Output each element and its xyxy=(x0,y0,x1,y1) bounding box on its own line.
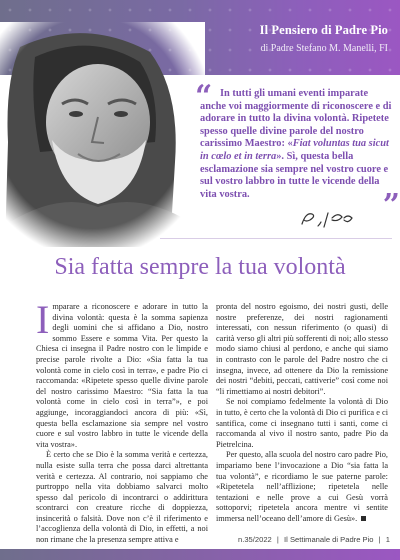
paragraph-text: mparare a riconoscere e adorare in tutto la divina volontà: questa è la somma sapienza degli uomini che si affidano a Dio, nostro sommo Essere e somma Vita. Per questo la Chiesa ci insegna il Padre nostro con le limpide e precise parole rivolte a Dio: «Sia fatta la tua volontà come in cielo così in terra», e padre Pio ci raccomanda: «Ripetete spesso quelle divine parole del nostro carissimo Maestro: “Sia fatta la tua volontà come in cielo così in terra”», e poi aggiunge, incoraggiandoci ancora di più: «Sì, questa bella esclamazione sia sempre nel vostro cuore e sul vostro labbro in tutte le vicende della vita vostra». xyxy=(36,302,208,449)
column-title: Il Pensiero di Padre Pio xyxy=(259,23,388,37)
paragraph-text: Per questo, alla scuola del nostro caro padre Pio, impariamo bene l’invocazione a Dio “sia fatta la tua volontà”, e ricordiamo le sue paterne parole: «Ripetetela nell’afflizione; ripetetela nelle tentazioni e nelle prove a cui Gesù vorrà sottoporvi; ripetetela ancora mentre vi sentite immersa nell’oceano dell’amore di Gesù». xyxy=(216,450,388,523)
quote-text-part-1: In tutti gli umani eventi imparate anche voi maggiormente di riconoscere e di adorare in tutto la divina volontà. Ripetete spesso quelle divine parole del nostro carissimo Maestro: « xyxy=(200,88,392,150)
quote-text-part-2: ». Sì, questa bella esclamazione sia sempre nel vostro cuore e sul vostro labbro in tutte le vicende della vita vostra. xyxy=(200,150,389,200)
paragraph: Se noi compiamo fedelmente la volontà di Dio in tutto, è certo che la volontà di Dio ci purifica e ci santifica, come ci insegnano tutti i santi, come ci raccomanda al vivo il nostro santo, padre Pio da Pietrelcina. xyxy=(216,397,388,449)
magazine-name: Il Settimanale di Padre Pio xyxy=(284,535,374,544)
article-column-left xyxy=(36,297,208,546)
issue-number: n.35/2022 xyxy=(238,535,272,544)
article-title: Sia fatta sempre la tua volontà xyxy=(54,254,346,280)
drop-cap: I xyxy=(36,297,50,342)
paragraph xyxy=(36,297,208,450)
signature-image xyxy=(298,208,356,230)
paragraph: È certo che se Dio è la somma verità e certezza, nulla esiste sulla terra che possa darci altrettanta verità e certezza. Al contrario, noi sappiamo che purtroppo nella vita dobbiamo salvarci molto spesso dal pericolo di incontrarci o addirittura scontrarci con creature ricche di doppiezza, insincerità o falsità. Dove non c’è il riferimento e l’accoglienza della volontà di Dio, in effetti, a noi non rimane che la presenza sempre attiva e xyxy=(36,450,208,545)
paragraph xyxy=(216,450,388,524)
article-column-right xyxy=(216,302,388,524)
end-mark-icon xyxy=(361,516,366,521)
portrait-illustration xyxy=(0,22,205,247)
page-number: 1 xyxy=(385,535,390,544)
close-quote-icon: ” xyxy=(382,188,400,224)
footer-bar xyxy=(0,549,400,560)
footer-separator: | xyxy=(378,535,381,544)
pull-quote xyxy=(195,79,400,224)
paragraph: pronta del nostro egoismo, dei nostri gusti, delle nostre preferenze, dei nostri ragionamenti interessati, con nessun riferimento (o quasi) di carità verso gli altri più sofferenti di noi; allo stesso modo siamo chiusi al perdono, e anche qui siamo in contrasto con le parole del Padre nostro che ci insegna, invece, ad ottenere da Dio la remissione dei nostri “debiti, peccati, cattiverie” così come noi “li rimettiamo ai nostri debitori”. xyxy=(216,302,388,396)
open-quote-icon: “ xyxy=(195,79,213,114)
page-footer xyxy=(235,535,390,544)
footer-separator: | xyxy=(276,535,279,544)
quote-text-italic: Fiat voluntas tua sicut in cœlo et in terra xyxy=(200,138,389,162)
quote-text xyxy=(200,88,392,201)
padre-pio-portrait xyxy=(0,22,205,247)
column-author: di Padre Stefano M. Manelli, FI xyxy=(260,43,388,54)
divider-line xyxy=(160,238,392,239)
